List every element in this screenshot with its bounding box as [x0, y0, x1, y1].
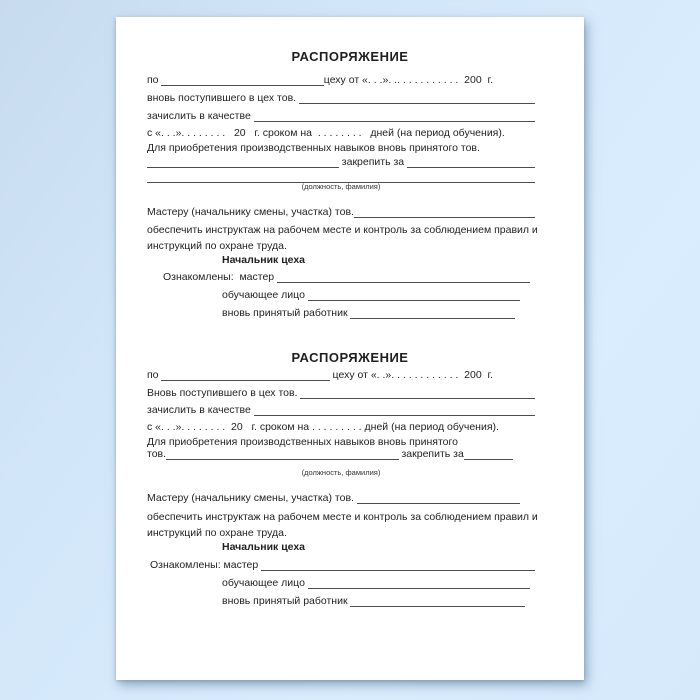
label-enroll-as: зачислить в качестве: [147, 404, 254, 416]
label-new-worker: вновь принятый работник: [222, 595, 351, 607]
blank-underline: [300, 389, 535, 399]
caption-text: (должность, фамилия): [301, 181, 381, 191]
line-start-date-duration: [147, 422, 535, 433]
blank-underline: [299, 94, 535, 104]
line-ensure-instruction: [147, 223, 538, 236]
label-assign-to: закрепить за: [398, 448, 464, 460]
heading-shop-chief: [222, 255, 535, 266]
line-start-date-duration: [147, 128, 535, 139]
line-shop-and-date: [147, 75, 493, 86]
label-shop-chief: Начальник цеха: [222, 541, 306, 553]
label-foreman: Мастеру (начальнику смены, участка) тов.: [147, 492, 357, 504]
label-labor-safety: инструкций по охране труда.: [147, 527, 287, 539]
blank-underline: [407, 158, 535, 168]
label-skills-intro: Для приобретения производственных навыков вновь принятого тов.: [147, 142, 480, 154]
caption-position-surname: [147, 183, 535, 191]
label-shop-chief: Начальник цеха: [222, 253, 306, 266]
blank-underline: [464, 450, 513, 460]
line-labor-safety: [147, 528, 535, 539]
line-assign-to: [147, 449, 513, 460]
label-foreman: Мастеру (начальнику смены, участка) тов.: [147, 205, 354, 218]
label-shop-date: цеху от «. . .». .. . . . . . . . . . . 200 г.: [323, 74, 493, 86]
line-enroll-as: [147, 405, 535, 416]
form-title: [147, 50, 553, 63]
blank-underline: [354, 208, 535, 218]
label-shop-date: цеху от «. .». . . . . . . . . . . . 200 г.: [329, 369, 493, 381]
label-ensure-instruction: обеспечить инструктаж на рабочем месте и контроль за соблюдением правил и: [147, 223, 538, 236]
label-new-employee: вновь поступившего в цех тов.: [147, 92, 299, 104]
label-labor-safety: инструкций по охране труда.: [147, 239, 287, 252]
form-title-text: РАСПОРЯЖЕНИЕ: [291, 49, 409, 64]
blank-underline: [308, 291, 520, 301]
label-skills-intro: Для приобретения производственных навыков вновь принятого: [147, 436, 458, 448]
line-assign-to: [147, 157, 535, 168]
blank-underline: [277, 273, 530, 283]
line-skills-intro: [147, 437, 535, 448]
line-new-employee-name: [147, 93, 535, 104]
blank-underline: [357, 494, 520, 504]
blank-underline: [147, 158, 339, 168]
blank-underline: [350, 309, 515, 319]
label-acquainted-master: Ознакомлены: мастер: [163, 270, 278, 283]
sign-line-instructor: [222, 290, 520, 301]
blank-underline: [147, 173, 535, 183]
label-enroll-as: зачислить в качестве: [147, 110, 254, 122]
heading-shop-chief: [222, 542, 535, 553]
line-foreman: [147, 207, 535, 218]
label-new-worker: вновь принятый работник: [222, 306, 351, 319]
sign-line-new-worker: [222, 596, 525, 607]
order-form-top: [147, 49, 538, 319]
blank-underline: [254, 406, 535, 416]
line-new-employee-name: [147, 388, 535, 399]
line-labor-safety: [147, 241, 535, 252]
sign-line-master: [150, 560, 535, 571]
line-ensure-instruction: [147, 511, 538, 523]
sign-line-instructor: [222, 578, 530, 589]
label-ensure-instruction: обеспечить инструктаж на рабочем месте и контроль за соблюдением правил и: [147, 511, 538, 523]
label-new-employee: Вновь поступившего в цех тов.: [147, 387, 301, 399]
line-skills-intro: [147, 143, 535, 154]
blank-underline: [254, 112, 535, 122]
label-assign-to: закрепить за: [338, 156, 408, 168]
caption-position-surname: [147, 469, 535, 477]
label-acquainted-master: Ознакомлены: мастер: [150, 559, 262, 571]
line-enroll-as: [147, 111, 535, 122]
blank-underline: [166, 450, 399, 460]
label-tov: тов.: [147, 448, 167, 460]
label-start-duration: с «. . .». . . . . . . . 20 г. сроком на . . . . . . . . дней (на период обучения).: [147, 127, 505, 139]
label-start-duration: с «. . .». . . . . . . . 20 г. сроком на . . . . . . . . . дней (на период обучения).: [147, 421, 499, 433]
caption-text: (должность, фамилия): [301, 468, 381, 477]
order-form-bottom: [147, 350, 538, 607]
label-instructor: обучающее лицо: [222, 577, 308, 589]
label-instructor: обучающее лицо: [222, 288, 308, 301]
label-po: по: [147, 74, 162, 86]
blank-underline: [261, 561, 535, 571]
document-page: [116, 17, 584, 680]
blank-underline: [308, 579, 530, 589]
form-title: [147, 351, 553, 364]
sign-line-master: [163, 272, 530, 283]
line-foreman: [147, 493, 520, 504]
blank-underline: [161, 76, 323, 86]
form-title-text: РАСПОРЯЖЕНИЕ: [291, 350, 409, 365]
blank-underline: [350, 597, 525, 607]
line-shop-and-date: [147, 370, 493, 381]
blank-underline: [161, 371, 329, 381]
sign-line-new-worker: [222, 308, 515, 319]
line-blank: [147, 172, 535, 183]
label-po: по: [147, 369, 162, 381]
